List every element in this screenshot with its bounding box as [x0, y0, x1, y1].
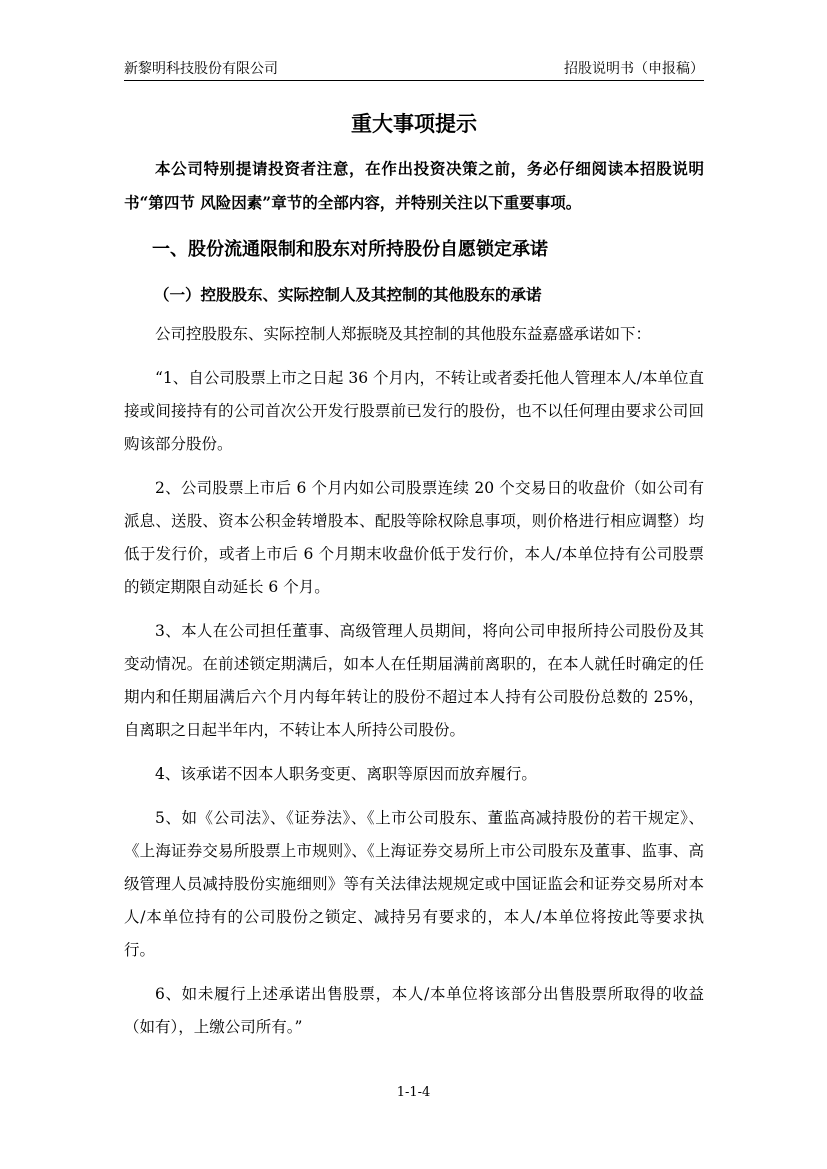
page-header — [124, 58, 704, 81]
document-body — [124, 108, 704, 1055]
paragraph-item-4: 4、该承诺不因本人职务变更、离职等原因而放弃履行。 — [155, 765, 537, 783]
paragraph-item-5: 5、如《公司法》、《证券法》、《上市公司股东、董监高减持股份的若干规定》、《上海证券交易所股票上市规则》、《上海证券交易所上市公司股东及董事、监事、高级管理人员减持股份实施细则》等有关法律法规规定或中国证监会和证券交易所对本人/本单位持有的公司股份之锁定、减持另有要求的，本人/本单位将按此等要求执行。 — [124, 809, 704, 959]
header-document-type: 招股说明书（申报稿） — [564, 61, 704, 77]
page-title: 重大事项提示 — [351, 111, 477, 136]
paragraph-item-2: 2、公司股票上市后 6 个月内如公司股票连续 20 个交易日的收盘价（如公司有派息、送股、资本公积金转增股本、配股等除权除息事项，则价格进行相应调整）均低于发行价，或者上市后 6 个月期末收盘价低于发行价，本人/本单位持有公司股票的锁定期限自动延长 6 个月。 — [124, 479, 704, 596]
subsection-heading: （一）控股股东、实际控制人及其控制的其他股东的承诺 — [154, 285, 542, 304]
intro-notice: 本公司特别提请投资者注意，在作出投资决策之前，务必仔细阅读本招股说明书“第四节 风险因素”章节的全部内容，并特别关注以下重要事项。 — [124, 159, 704, 212]
page-number: 1-1-4 — [396, 1085, 431, 1100]
paragraph-opening: 公司控股股东、实际控制人郑振晓及其控制的其他股东益嘉盛承诺如下： — [155, 325, 652, 343]
header-company-name: 新黎明科技股份有限公司 — [124, 61, 278, 77]
section-heading: 一、股份流通限制和股东对所持股份自愿锁定承诺 — [152, 239, 548, 260]
paragraph-item-6: 6、如未履行上述承诺出售股票，本人/本单位将该部分出售股票所取得的收益（如有），上缴公司所有。” — [124, 985, 704, 1036]
paragraph-item-1: “1、自公司股票上市之日起 36 个月内，不转让或者委托他人管理本人/本单位直接或间接持有的公司首次公开发行股票前已发行的股份，也不以任何理由要求公司回购该部分股份。 — [124, 369, 704, 453]
paragraph-item-3: 3、本人在公司担任董事、高级管理人员期间，将向公司申报所持公司股份及其变动情况。在前述锁定期满后，如本人在任期届满前离职的，在本人就任时确定的任期内和任期届满后六个月内每年转让的股份不超过本人持有公司股份总数的 25%，自离职之日起半年内，不转让本人所持公司股份。 — [124, 622, 704, 739]
